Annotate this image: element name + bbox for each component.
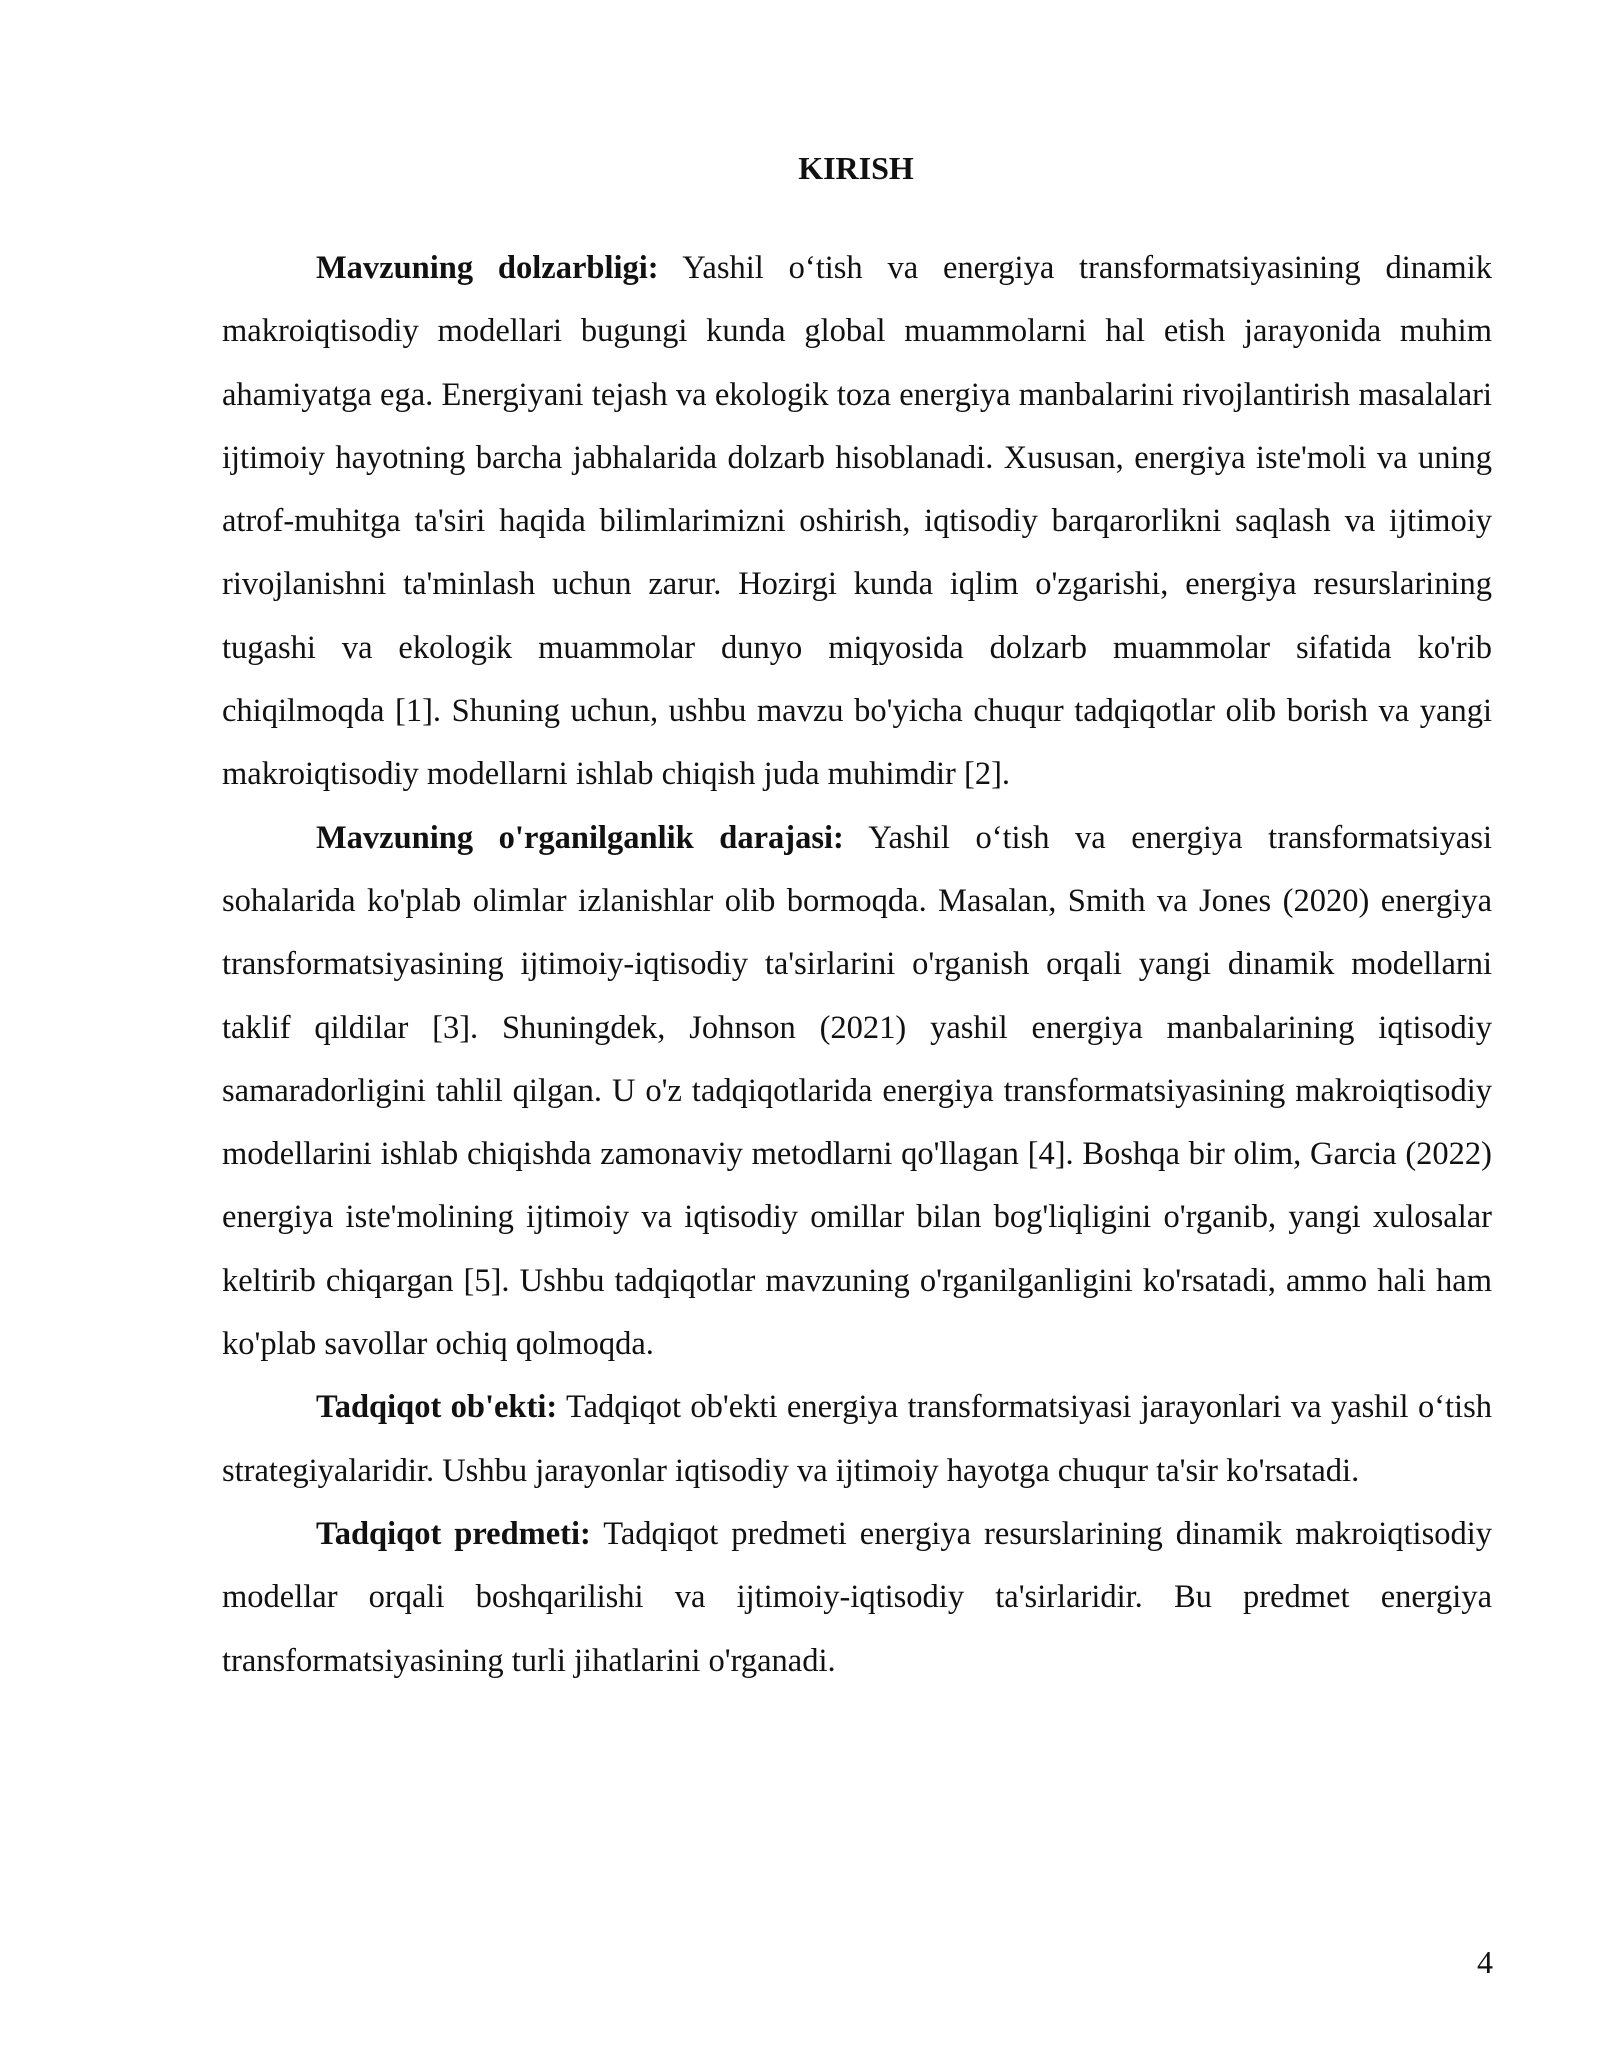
paragraph-heading: Tadqiqot predmeti: bbox=[316, 1515, 591, 1552]
document-body bbox=[222, 237, 1492, 1693]
paragraph-heading: Tadqiqot ob'ekti: bbox=[316, 1389, 558, 1426]
paragraph-text: Tadqiqot predmeti energiya resurslarining dinamik makroiqtisodiy modellar orqali boshqarilishi va ijtimoiy-iqtisodiy ta'sirlaridir. Bu predmet energiya transformatsiyasining turli jihatlarini o'rganadi. bbox=[222, 1515, 1492, 1679]
page-title: KIRISH bbox=[798, 150, 914, 186]
paragraph-research-level bbox=[222, 807, 1492, 1377]
paragraph-heading: Mavzuning dolzarbligi: bbox=[316, 250, 659, 286]
page-number: 4 bbox=[1477, 1944, 1493, 1980]
paragraph-research-subject bbox=[222, 1503, 1492, 1693]
paragraph-heading: Mavzuning o'rganilganlik darajasi: bbox=[316, 819, 844, 856]
paragraph-relevance bbox=[222, 237, 1492, 807]
paragraph-text: Yashil o‘tish va energiya transformatsiyasining dinamik makroiqtisodiy modellari bugungi kunda global muammolarni hal etish jarayonida muhim ahamiyatga ega. Energiyani tejash va ekologik toza energiya manbalarini rivojlantirish masalalari ijtimoiy hayotning barcha jabhalarida dolzarb hisoblanadi. Xususan, energiya iste'moli va uning atrof-muhitga ta'siri haqida bilimlarimizni oshirish, iqtisodiy barqarorlikni saqlash va ijtimoiy rivojlanishni ta'minlash uchun zarur. Hozirgi kunda iqlim o'zgarishi, energiya resurslarining tugashi va ekologik muammolar dunyo miqyosida dolzarb muammolar sifatida ko'rib chiqilmoqda [1]. Shuning uchun, ushbu mavzu bo'yicha chuqur tadqiqotlar olib borish va yangi makroiqtisodiy modellarni ishlab chiqish juda muhimdir [2]. bbox=[222, 250, 1492, 793]
paragraph-research-object bbox=[222, 1376, 1492, 1503]
paragraph-text: Tadqiqot ob'ekti energiya transformatsiyasi jarayonlari va yashil o‘tish strategiyalaridir. Ushbu jarayonlar iqtisodiy va ijtimoiy hayotga chuqur ta'sir ko'rsatadi. bbox=[222, 1389, 1492, 1489]
paragraph-text: Yashil o‘tish va energiya transformatsiyasi sohalarida ko'plab olimlar izlanishlar olib bormoqda. Masalan, Smith va Jones (2020) energiya transformatsiyasining ijtimoiy-iqtisodiy ta'sirlarini o'rganish orqali yangi dinamik modellarni taklif qildilar [3]. Shuningdek, Johnson (2021) yashil energiya manbalarining iqtisodiy samaradorligini tahlil qilgan. U o'z tadqiqotlarida energiya transformatsiyasining makroiqtisodiy modellarini ishlab chiqishda zamonaviy metodlarni qo'llagan [4]. Boshqa bir olim, Garcia (2022) energiya iste'molining ijtimoiy va iqtisodiy omillar bilan bog'liqligini o'rganib, yangi xulosalar keltirib chiqargan [5]. Ushbu tadqiqotlar mavzuning o'rganilganligini ko'rsatadi, ammo hali ham ko'plab savollar ochiq qolmoqda. bbox=[222, 819, 1492, 1363]
